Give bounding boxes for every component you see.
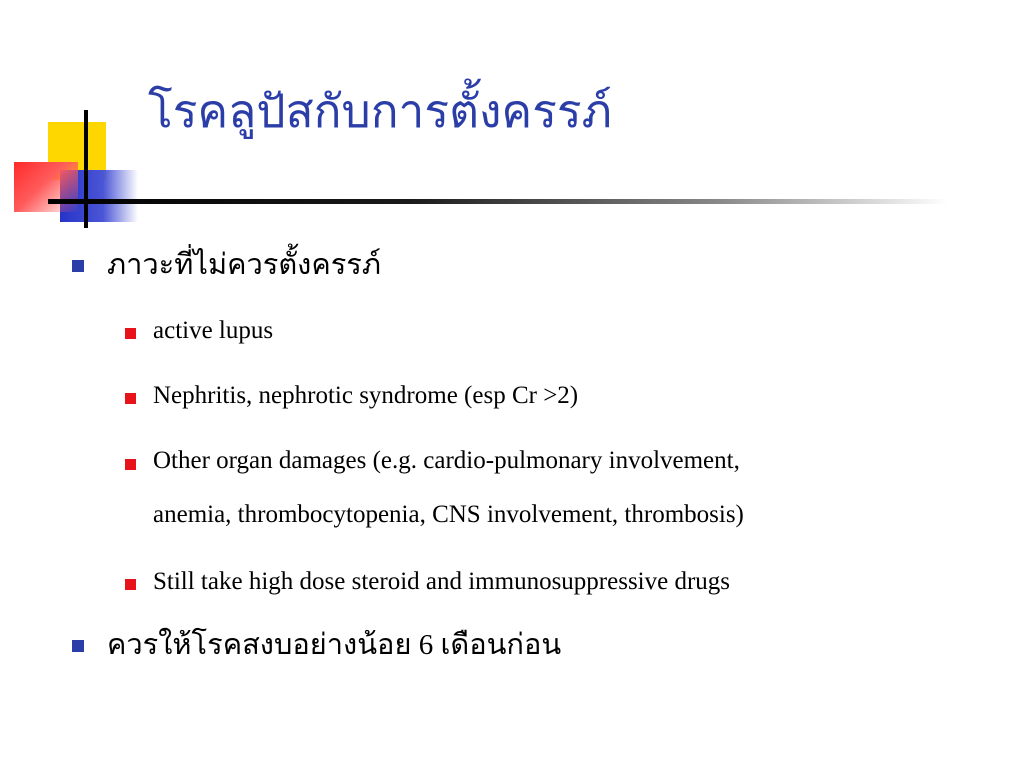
sub-bullet-text: Nephritis, nephrotic syndrome (esp Cr >2) [153, 382, 579, 409]
deco-red-square [14, 162, 78, 212]
deco-vertical-line [84, 110, 88, 228]
sub-bullet-marker [125, 579, 136, 590]
sub-bullet-item [125, 567, 730, 597]
bullet-item [72, 627, 561, 663]
slide-title: โรคลูปัสกับการตั้งครรภ์ [148, 86, 612, 137]
bullet-marker [72, 640, 84, 652]
bullet-text: ควรให้โรคสงบอย่างน้อย 6 เดือนก่อน [107, 629, 562, 661]
sub-bullet-text [153, 434, 744, 542]
sub-bullet-item [125, 381, 578, 411]
bullet-item [72, 247, 381, 283]
sub-bullet-item [125, 316, 273, 346]
bullet-marker [72, 260, 84, 272]
sub-bullet-text: Still take high dose steroid and immunosuppressive drugs [153, 568, 731, 595]
sub-bullet-line: Other organ damages (e.g. cardio-pulmonary involvement, [153, 447, 740, 474]
title-underline [48, 199, 948, 204]
sub-bullet-marker [125, 459, 136, 470]
sub-bullet-item [125, 447, 744, 542]
sub-bullet-marker [125, 328, 136, 339]
sub-bullet-text: active lupus [153, 317, 274, 344]
bullet-text: ภาวะที่ไม่ควรตั้งครรภ์ [107, 249, 381, 281]
sub-bullet-marker [125, 393, 136, 404]
sub-bullet-line: anemia, thrombocytopenia, CNS involvement, thrombosis) [153, 501, 744, 528]
